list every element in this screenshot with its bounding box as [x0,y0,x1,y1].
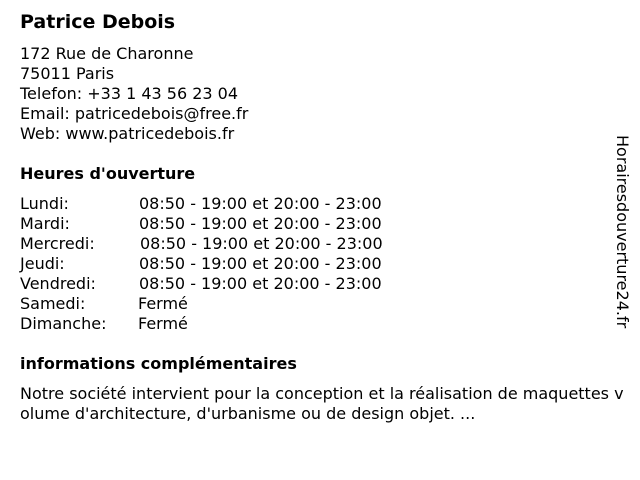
hours-row-friday [20,274,440,294]
hours-value: Fermé [138,314,188,333]
opening-hours-heading: Heures d'ouverture [20,164,196,183]
business-name: Patrice Debois [20,11,176,33]
phone-number: Telefon: +33 1 43 56 23 04 [20,84,239,103]
opening-hours-table [20,194,440,334]
contact-block [20,44,248,144]
hours-row-monday [20,194,440,214]
day-label: Samedi: [20,294,86,313]
hours-value: 08:50 - 19:00 et 20:00 - 23:00 [139,254,382,273]
address-line-city: 75011 Paris [20,64,115,83]
additional-info-heading: informations complémentaires [20,354,297,373]
hours-row-wednesday [20,234,440,254]
day-label: Lundi: [20,194,69,213]
day-label: Dimanche: [20,314,107,333]
site-brand-text: Horairesdouverture24.fr [613,135,632,329]
day-label: Jeudi: [20,254,65,273]
email-address: Email: patricedebois@free.fr [20,104,249,123]
hours-value: Fermé [138,294,188,313]
hours-row-thursday [20,254,440,274]
hours-value: 08:50 - 19:00 et 20:00 - 23:00 [140,234,383,253]
hours-value: 08:50 - 19:00 et 20:00 - 23:00 [139,274,382,293]
day-label: Mardi: [20,214,70,233]
address-line-street: 172 Rue de Charonne [20,44,194,63]
additional-info-text: Notre société intervient pour la conception et la réalisation de maquettes volume d'architecture, d'urbanisme ou de design objet. ... [20,384,624,423]
hours-row-sunday [20,314,440,334]
day-label: Mercredi: [20,234,95,253]
hours-value: 08:50 - 19:00 et 20:00 - 23:00 [139,194,382,213]
hours-row-tuesday [20,214,440,234]
hours-row-saturday [20,294,440,314]
day-label: Vendredi: [20,274,96,293]
hours-value: 08:50 - 19:00 et 20:00 - 23:00 [139,214,382,233]
website-address: Web: www.patricedebois.fr [20,124,235,143]
